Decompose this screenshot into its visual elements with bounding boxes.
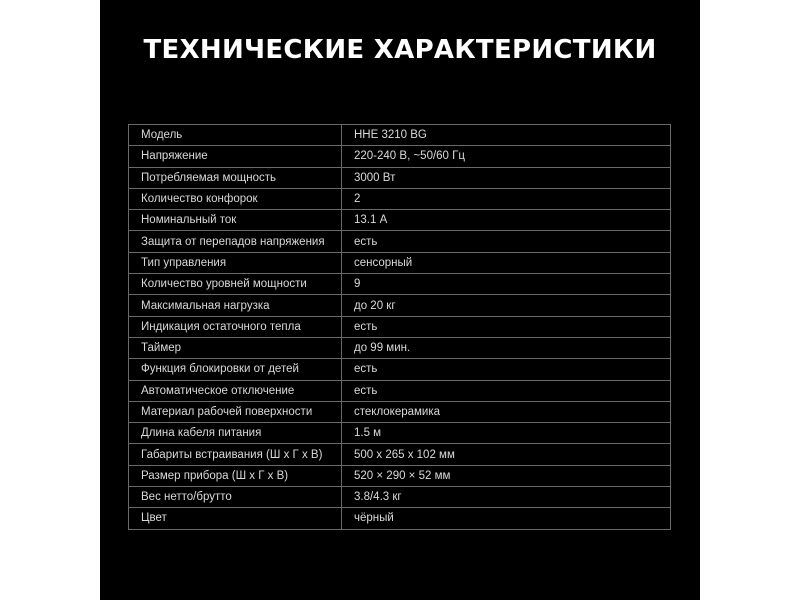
spec-param-cell: Максимальная нагрузка <box>129 295 342 316</box>
spec-param-cell: Модель <box>129 125 342 146</box>
table-row <box>129 444 671 465</box>
spec-value-cell: есть <box>342 359 671 380</box>
spec-value-cell: 3000 Вт <box>342 167 671 188</box>
spec-value-cell: есть <box>342 380 671 401</box>
spec-param-cell: Таймер <box>129 337 342 358</box>
table-row <box>129 295 671 316</box>
table-row <box>129 423 671 444</box>
table-row <box>129 167 671 188</box>
table-row <box>129 465 671 486</box>
spec-value-cell: до 99 мин. <box>342 337 671 358</box>
spec-param-cell: Материал рабочей поверхности <box>129 401 342 422</box>
table-row <box>129 125 671 146</box>
spec-value-cell: 3.8/4.3 кг <box>342 487 671 508</box>
table-row <box>129 146 671 167</box>
spec-value-cell: 520 × 290 × 52 мм <box>342 465 671 486</box>
table-row <box>129 316 671 337</box>
table-row <box>129 487 671 508</box>
table-row <box>129 380 671 401</box>
spec-value-cell: сенсорный <box>342 252 671 273</box>
spec-value-cell: до 20 кг <box>342 295 671 316</box>
spec-param-cell: Длина кабеля питания <box>129 423 342 444</box>
spec-param-cell: Габариты встраивания (Ш х Г х В) <box>129 444 342 465</box>
spec-value-cell: есть <box>342 316 671 337</box>
spec-table <box>128 124 671 530</box>
spec-value-cell: 220-240 В, ~50/60 Гц <box>342 146 671 167</box>
spec-param-cell: Количество конфорок <box>129 188 342 209</box>
table-row <box>129 359 671 380</box>
spec-value-cell: есть <box>342 231 671 252</box>
spec-param-cell: Размер прибора (Ш х Г х В) <box>129 465 342 486</box>
spec-panel <box>100 0 700 600</box>
spec-value-cell: 9 <box>342 274 671 295</box>
page-title: ТЕХНИЧЕСКИЕ ХАРАКТЕРИСТИКИ <box>143 35 657 65</box>
spec-param-cell: Номинальный ток <box>129 210 342 231</box>
table-row <box>129 231 671 252</box>
spec-value-cell: 500 x 265 x 102 мм <box>342 444 671 465</box>
spec-table-body <box>129 125 671 530</box>
spec-value-cell: 2 <box>342 188 671 209</box>
table-row <box>129 252 671 273</box>
spec-value-cell: 1.5 м <box>342 423 671 444</box>
spec-param-cell: Вес нетто/брутто <box>129 487 342 508</box>
spec-param-cell: Защита от перепадов напряжения <box>129 231 342 252</box>
table-row <box>129 508 671 529</box>
table-row <box>129 210 671 231</box>
table-row <box>129 274 671 295</box>
spec-param-cell: Количество уровней мощности <box>129 274 342 295</box>
spec-value-cell: 13.1 А <box>342 210 671 231</box>
table-row <box>129 337 671 358</box>
spec-value-cell: чёрный <box>342 508 671 529</box>
spec-param-cell: Тип управления <box>129 252 342 273</box>
spec-param-cell: Потребляемая мощность <box>129 167 342 188</box>
spec-value-cell: HHE 3210 BG <box>342 125 671 146</box>
spec-param-cell: Автоматическое отключение <box>129 380 342 401</box>
table-row <box>129 401 671 422</box>
spec-param-cell: Индикация остаточного тепла <box>129 316 342 337</box>
spec-param-cell: Напряжение <box>129 146 342 167</box>
table-row <box>129 188 671 209</box>
spec-value-cell: стеклокерамика <box>342 401 671 422</box>
spec-param-cell: Цвет <box>129 508 342 529</box>
spec-param-cell: Функция блокировки от детей <box>129 359 342 380</box>
